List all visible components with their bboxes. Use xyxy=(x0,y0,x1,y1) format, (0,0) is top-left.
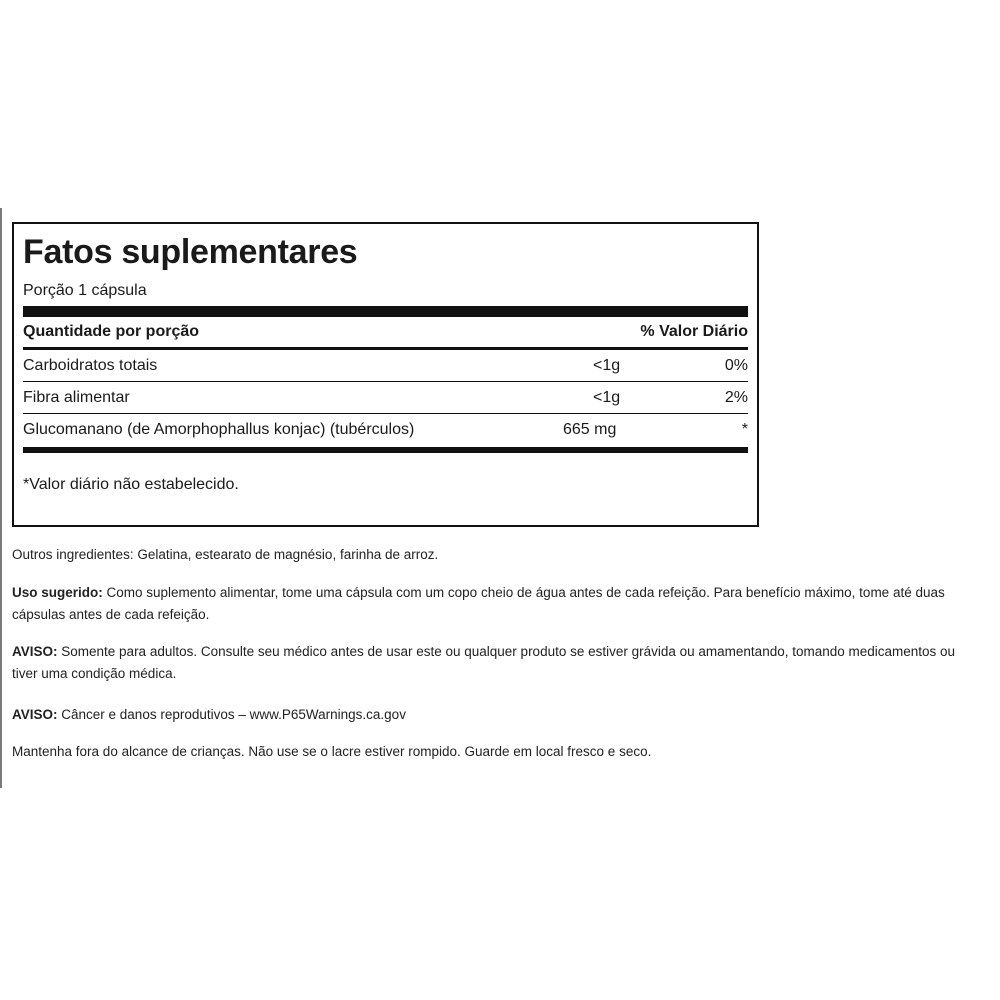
facts-header-row xyxy=(23,317,748,350)
left-border-rule xyxy=(0,208,2,788)
other-ingredients: Outros ingredientes: Gelatina, estearato de magnésio, farinha de arroz. xyxy=(12,547,439,562)
suggested-use xyxy=(12,582,982,626)
warning-adults xyxy=(12,641,982,685)
facts-title: Fatos suplementares xyxy=(23,233,358,271)
nutrient-amount: <1g xyxy=(593,356,621,374)
nutrient-name: Glucomanano (de Amorphophallus konjac) (tubérculos) xyxy=(23,420,415,438)
suggested-use-text: Como suplemento alimentar, tome uma cápsula com um copo cheio de água antes de cada refeição. Para benefício máximo, tome até duas cápsulas antes de cada refeição. xyxy=(12,585,945,622)
warning-label: AVISO: xyxy=(12,644,58,659)
facts-footnote: *Valor diário não estabelecido. xyxy=(23,476,239,493)
nutrient-amount: <1g xyxy=(593,388,621,406)
nutrient-row xyxy=(23,382,748,414)
nutrient-daily-value: 2% xyxy=(724,388,748,406)
nutrient-name: Carboidratos totais xyxy=(23,356,158,374)
warning-text: Somente para adultos. Consulte seu médico antes de usar este ou qualquer produto se estiver grávida ou amamentando, tomando medicamentos ou tiver uma condição médica. xyxy=(12,644,956,681)
thick-divider xyxy=(23,306,748,317)
warning-label: AVISO: xyxy=(12,707,58,722)
amount-per-serving-label: Quantidade por porção xyxy=(23,323,200,340)
supplement-facts-panel xyxy=(12,222,759,527)
warning-prop65 xyxy=(12,704,982,726)
nutrient-daily-value: 0% xyxy=(724,356,748,374)
nutrient-row xyxy=(23,350,748,382)
nutrient-amount: 665 mg xyxy=(563,420,617,438)
warning-text: Câncer e danos reprodutivos – www.P65Warnings.ca.gov xyxy=(57,707,406,722)
bottom-divider xyxy=(23,447,748,453)
serving-size: Porção 1 cápsula xyxy=(23,282,147,299)
nutrient-daily-value: * xyxy=(741,420,748,438)
storage-instructions: Mantenha fora do alcance de crianças. Não use se o lacre estiver rompido. Guarde em local fresco e seco. xyxy=(12,744,652,759)
nutrient-name: Fibra alimentar xyxy=(23,388,130,406)
nutrient-row xyxy=(23,414,748,445)
suggested-use-label: Uso sugerido: xyxy=(12,585,103,600)
daily-value-label: % Valor Diário xyxy=(640,323,748,340)
